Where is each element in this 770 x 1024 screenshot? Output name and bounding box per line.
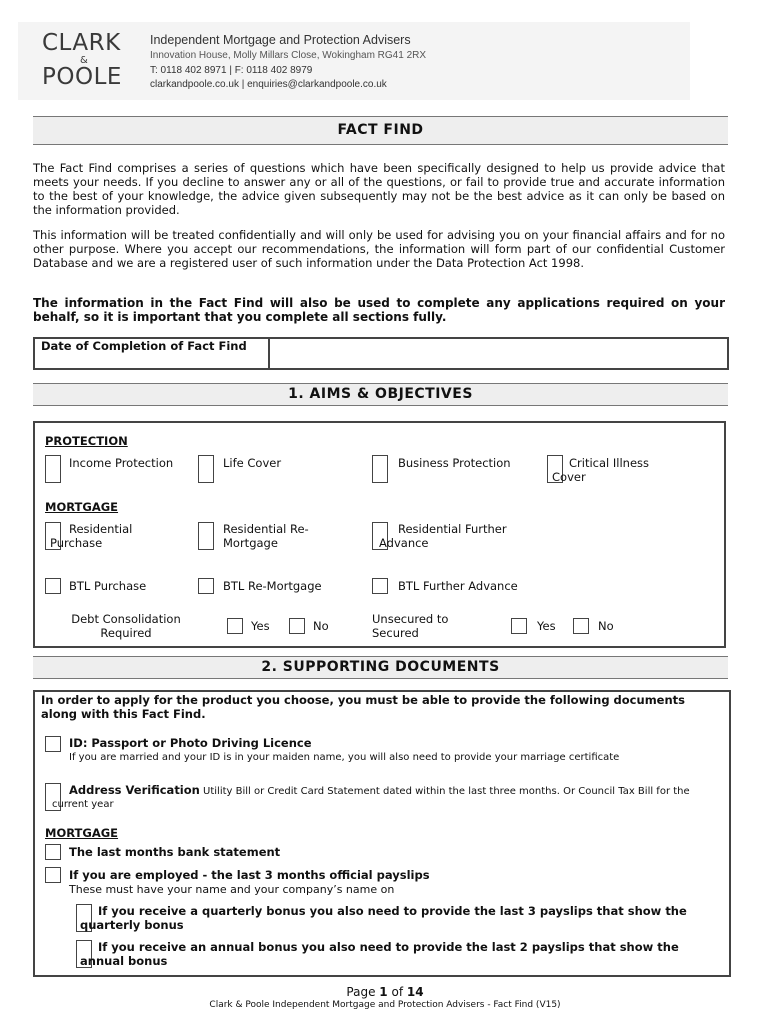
debt-consolidation-yes-label: Yes [251, 619, 270, 633]
id-note: If you are married and your ID is in your maiden name, you will also need to provide your marriage certificate [69, 752, 620, 763]
unsecured-yes-checkbox[interactable] [511, 618, 527, 634]
employed-payslips-label: If you are employed - the last 3 months official payslips [69, 868, 430, 882]
section-1-title: 1. AIMS & OBJECTIVES [33, 383, 728, 406]
page-current: 1 [379, 985, 388, 999]
logo-ampersand: & [80, 55, 88, 66]
page-title: FACT FIND [33, 116, 728, 145]
page-number [0, 985, 770, 999]
btl-further-advance-checkbox[interactable] [372, 578, 388, 594]
page-word: Page [346, 985, 376, 999]
unsecured-to-secured-label: Unsecured to Secured [372, 612, 449, 640]
id-title: ID: Passport or Photo Driving Licence [69, 736, 312, 750]
income-protection-label: Income Protection [69, 456, 174, 470]
intro-paragraph-1: The Fact Find comprises a series of questions which have been specifically designed to help us provide advice that meets your needs. If you decline to answer any or all of the questions, or fail to provide true and accurate information to the best of your knowledge, the advice given subsequently may not be the best advice as it can only be based on the information provided. [33, 161, 725, 217]
supporting-documents-box [33, 690, 731, 977]
company-address: Innovation House, Molly Millars Close, Wokingham RG41 2RX [150, 50, 427, 61]
btl-purchase-label: BTL Purchase [69, 579, 147, 593]
residential-remortgage-label: Residential Re-Mortgage [223, 522, 309, 550]
date-completion-field[interactable] [272, 339, 727, 368]
footer-doc-title: Clark & Poole Independent Mortgage and Protection Advisers - Fact Find (V15) [209, 1000, 561, 1010]
residential-purchase-label: Residential Purchase [50, 522, 133, 550]
company-web: clarkandpoole.co.uk | enquiries@clarkandpoole.co.uk [150, 79, 387, 90]
intro-paragraph-2: This information will be treated confidentially and will only be used for advising you on your financial affairs and for no other purpose. Where you accept our recommendations, the information will form part of our confidential Customer Database and we are a registered user of such information under the Data Protection Act 1998. [33, 228, 725, 270]
employed-payslips-checkbox[interactable] [45, 867, 61, 883]
page-total: 14 [406, 985, 424, 999]
debt-consolidation-no-checkbox[interactable] [289, 618, 305, 634]
logo-line-1: CLARK [42, 30, 121, 56]
btl-remortgage-checkbox[interactable] [198, 578, 214, 594]
id-checkbox[interactable] [45, 736, 61, 752]
residential-remortgage-checkbox[interactable] [198, 522, 214, 550]
business-protection-label: Business Protection [398, 456, 511, 470]
intro-paragraph-3: The information in the Fact Find will also be used to complete any applications required on your behalf, so it is important that you complete all sections fully. [33, 296, 725, 324]
annual-bonus-label: If you receive an annual bonus you also need to provide the last 2 payslips that show the annual bonus [80, 940, 679, 968]
address-verification-title: Address Verification [69, 783, 200, 797]
date-completion-row [33, 337, 729, 370]
page-of-word: of [391, 985, 404, 999]
unsecured-no-label: No [598, 619, 614, 633]
btl-further-advance-label: BTL Further Advance [398, 579, 518, 593]
company-phone: T: 0118 402 8971 | F: 0118 402 8979 [150, 64, 313, 76]
business-protection-checkbox[interactable] [372, 455, 388, 483]
debt-consolidation-yes-checkbox[interactable] [227, 618, 243, 634]
supporting-mortgage-heading: MORTGAGE [45, 826, 119, 840]
life-cover-label: Life Cover [223, 456, 282, 470]
company-name: Independent Mortgage and Protection Advisers [150, 33, 411, 47]
life-cover-checkbox[interactable] [198, 455, 214, 483]
address-verification-note: Utility Bill or Credit Card Statement dated within the last three months. Or Council Tax Bill for the current year [52, 786, 690, 810]
company-logo [42, 30, 142, 94]
debt-consolidation-label: Debt Consolidation Required [71, 612, 181, 640]
unsecured-yes-label: Yes [537, 619, 556, 633]
income-protection-checkbox[interactable] [45, 455, 61, 483]
residential-further-advance-label: Residential Further Advance [379, 522, 507, 550]
bank-statement-label: The last months bank statement [69, 845, 281, 859]
critical-illness-label: Critical Illness Cover [552, 456, 650, 484]
company-details [150, 32, 670, 93]
address-verification-text [52, 784, 692, 811]
unsecured-no-checkbox[interactable] [573, 618, 589, 634]
debt-consolidation-no-label: No [313, 619, 329, 633]
logo-line-2: POOLE [42, 64, 122, 90]
btl-purchase-checkbox[interactable] [45, 578, 61, 594]
section-2-title: 2. SUPPORTING DOCUMENTS [33, 656, 728, 679]
quarterly-bonus-label: If you receive a quarterly bonus you also need to provide the last 3 payslips that show the quarterly bonus [80, 904, 687, 932]
bank-statement-checkbox[interactable] [45, 844, 61, 860]
btl-remortgage-label: BTL Re-Mortgage [223, 579, 322, 593]
date-completion-label: Date of Completion of Fact Find [35, 339, 270, 368]
mortgage-heading: MORTGAGE [45, 500, 119, 514]
supporting-documents-intro: In order to apply for the product you choose, you must be able to provide the following documents along with this Fact Find. [41, 693, 685, 721]
employed-payslips-note: These must have your name and your company’s name on [69, 883, 395, 896]
protection-heading: PROTECTION [45, 434, 128, 448]
